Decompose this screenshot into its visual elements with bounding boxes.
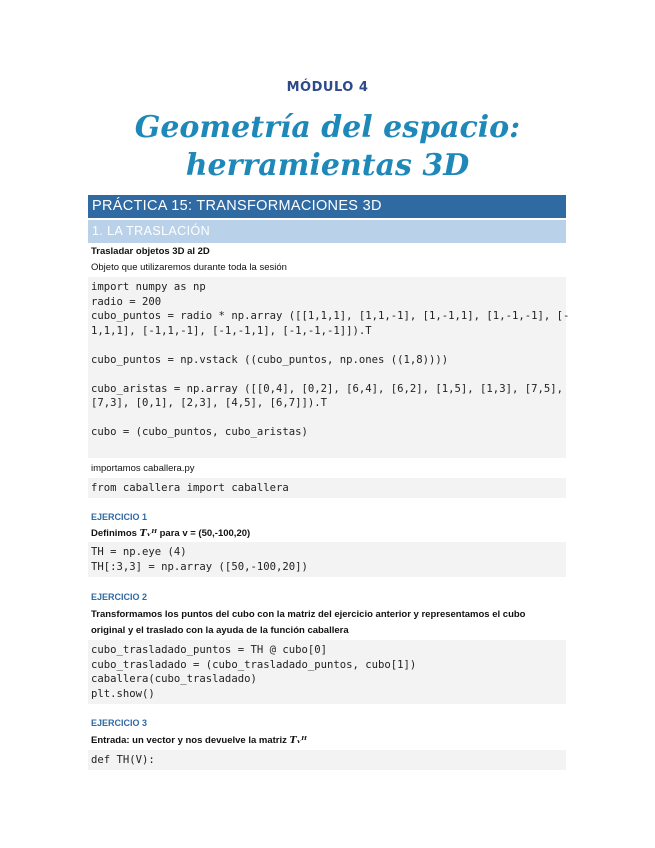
section-heading: 1. LA TRASLACIÓN [88,220,566,243]
page-title-line2: herramientas 3D [185,148,470,183]
module-label: MÓDULO 4 [286,80,369,95]
code-line: caballera(cubo_trasladado) [91,673,257,685]
code-line: plt.show() [91,687,155,700]
exercise-2-label: EJERCICIO 2 [91,592,148,602]
code-line: cubo_aristas = np.array ([[0,4], [0,2], [6,4], [6,2], [1,5], [1,3], [7,5], [91,382,563,395]
code-line: 1,1,1], [-1,1,-1], [-1,-1,1], [-1,-1,-1]]).T [91,324,372,337]
code-line: TH = np.eye (4) [91,546,187,558]
code-block-exercise-2 [88,640,566,704]
exercise-3-label: EJERCICIO 3 [91,718,148,728]
code-block-exercise-1 [88,542,566,577]
exercise-3-text: Entrada: un vector y nos devuelve la matriz Tᵥᴴ [91,735,307,746]
code-line: def TH(V): [91,754,155,766]
exercise-2-text-line1: Transformamos los puntos del cubo con la matriz del ejercicio anterior y representamos el cubo [91,609,526,620]
code-block-cube [88,277,570,458]
code-block-exercise-3 [88,750,566,770]
practice-heading: PRÁCTICA 15: TRANSFORMACIONES 3D [88,195,566,218]
intro-subheading: Objeto que utilizaremos durante toda la sesión [91,262,287,273]
code-line: cubo_trasladado_puntos = TH @ cubo[0] [91,644,327,656]
code-line: from caballera import caballera [91,482,289,494]
code-line: cubo_trasladado = (cubo_trasladado_puntos, cubo[1]) [91,658,417,671]
intro-heading: Trasladar objetos 3D al 2D [91,246,210,257]
import-note: importamos caballera.py [91,463,195,474]
code-block-import [88,478,566,498]
exercise-1-text: Definimos Tᵥᴴ para v = (50,-100,20) [91,528,251,539]
code-line: cubo = (cubo_puntos, cubo_aristas) [91,426,308,438]
code-line: TH[:3,3] = np.array ([50,-100,20]) [91,560,308,573]
exercise-1-label: EJERCICIO 1 [91,512,148,522]
code-line: [7,3], [0,1], [2,3], [4,5], [6,7]]).T [91,397,327,409]
code-line: cubo_puntos = radio * np.array ([[1,1,1], [1,1,-1], [1,-1,1], [1,-1,-1], [- [91,310,570,322]
exercise-2-text-line2: original y el traslado con la ayuda de la función caballera [91,625,349,636]
code-line: cubo_puntos = np.vstack ((cubo_puntos, np.ones ((1,8)))) [91,353,449,366]
code-line: import numpy as np [91,281,206,293]
page-title-line1: Geometría del espacio: [134,110,521,145]
code-line: radio = 200 [91,295,162,308]
